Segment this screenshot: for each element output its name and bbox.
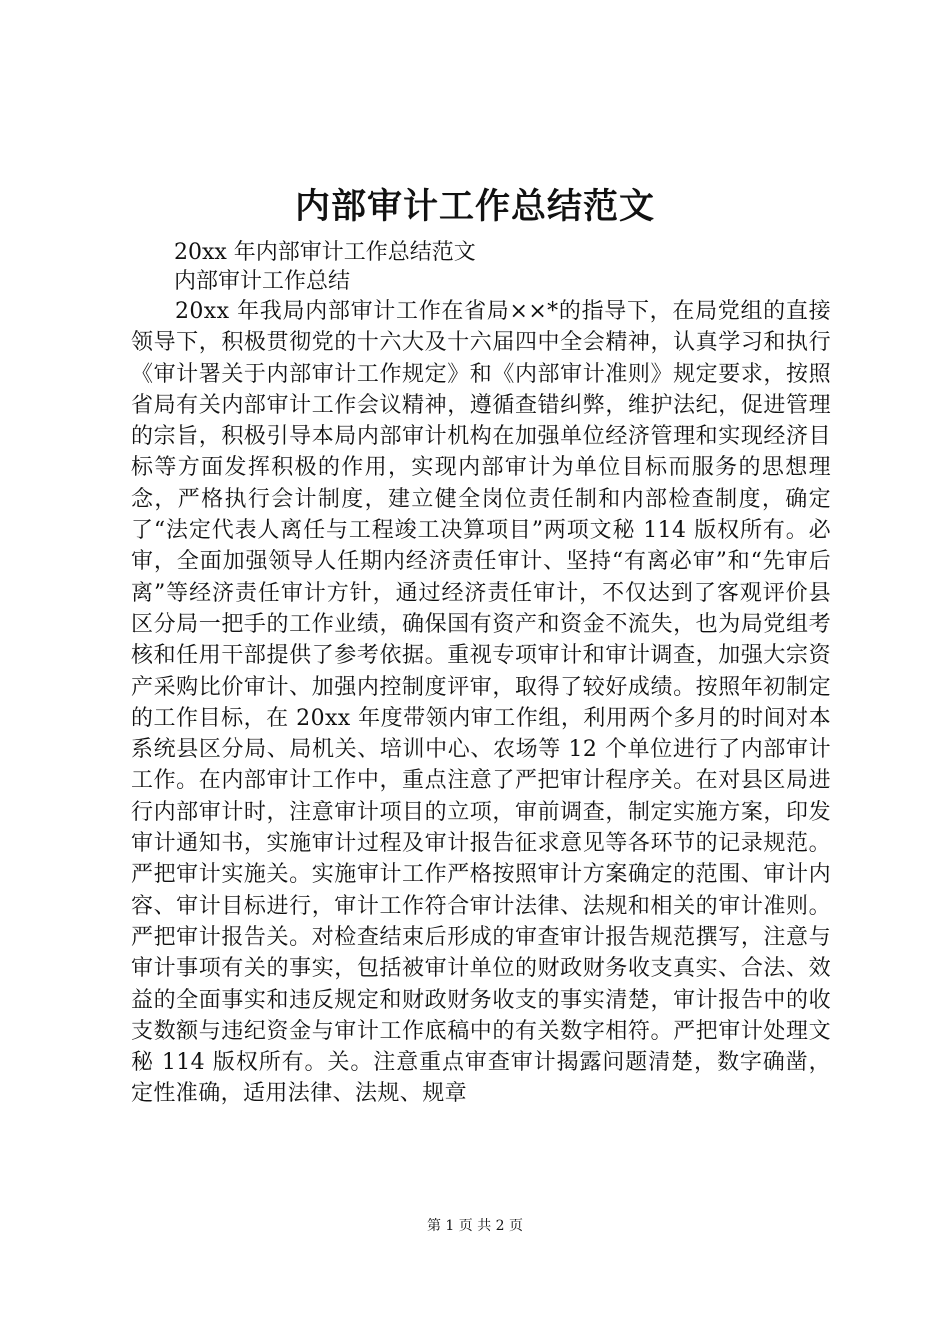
document-title: 内部审计工作总结范文 (294, 187, 655, 227)
body-paragraph: 20xx 年我局内部审计工作在省局××*的指导下，在局党组的直接领导下，积极贯彻党的十六大及十六届四中全会精神，认真学习和执行《审计署关于内部审计工作规定》和《内部审计准则》规定要求，按照省局有关内部审计工作会议精神，遵循查错纠弊，维护法纪，促进管理的宗旨，积极引导本局内部审计机构在加强单位经济管理和实现经济目标等方面发挥积极的作用，实现内部审计为单位目标而服务的思想理念，严格执行会计制度，建立健全岗位责任制和内部检查制度，确定了“法定代表人离任与工程竣工决算项目”两项文秘 114 版权所有。必审，全面加强领导人任期内经济责任审计、坚持“有离必审”和“先审后离”等经济责任审计方针，通过经济责任审计，不仅达到了客观评价县区分局一把手的工作业绩，确保国有资产和资金不流失，也为局党组考核和任用干部提供了参考依据。重视专项审计和审计调查，加强大宗资产采购比价审计、加强内控制度评审，取得了较好成绩。按照年初制定的工作目标，在 20xx 年度带领内审工作组，利用两个多月的时间对本系统县区分局、局机关、培训中心、农场等 12 个单位进行了内部审计工作。在内部审计工作中，重点注意了严把审计程序关。在对县区局进行内部审计时，注意审计项目的立项，审前调查，制定实施方案，印发审计通知书，实施审计过程及审计报告征求意见等各环节的记录规范。严把审计实施关。实施审计工作严格按照审计方案确定的范围、审计内容、审计目标进行，审计工作符合审计法律、法规和相关的审计准则。严把审计报告关。对检查结束后形成的审查审计报告规范撰写，注意与审计事项有关的事实，包括被审计单位的财政财务收支真实、合法、效益的全面事实和违反规定和财政财务收支的事实清楚，审计报告中的收支数额与违纪资金与审计工作底稿中的有关数字相符。严把审计处理文秘 114 版权所有。关。注意重点审查审计揭露问题清楚，数字确凿，定性准确，适用法律、法规、规章 (131, 299, 831, 1107)
section-heading: 内部审计工作总结 (174, 269, 351, 294)
page-footer: 第 1 页 共 2 页 (426, 1218, 524, 1234)
document-subtitle: 20xx 年内部审计工作总结范文 (174, 240, 476, 265)
